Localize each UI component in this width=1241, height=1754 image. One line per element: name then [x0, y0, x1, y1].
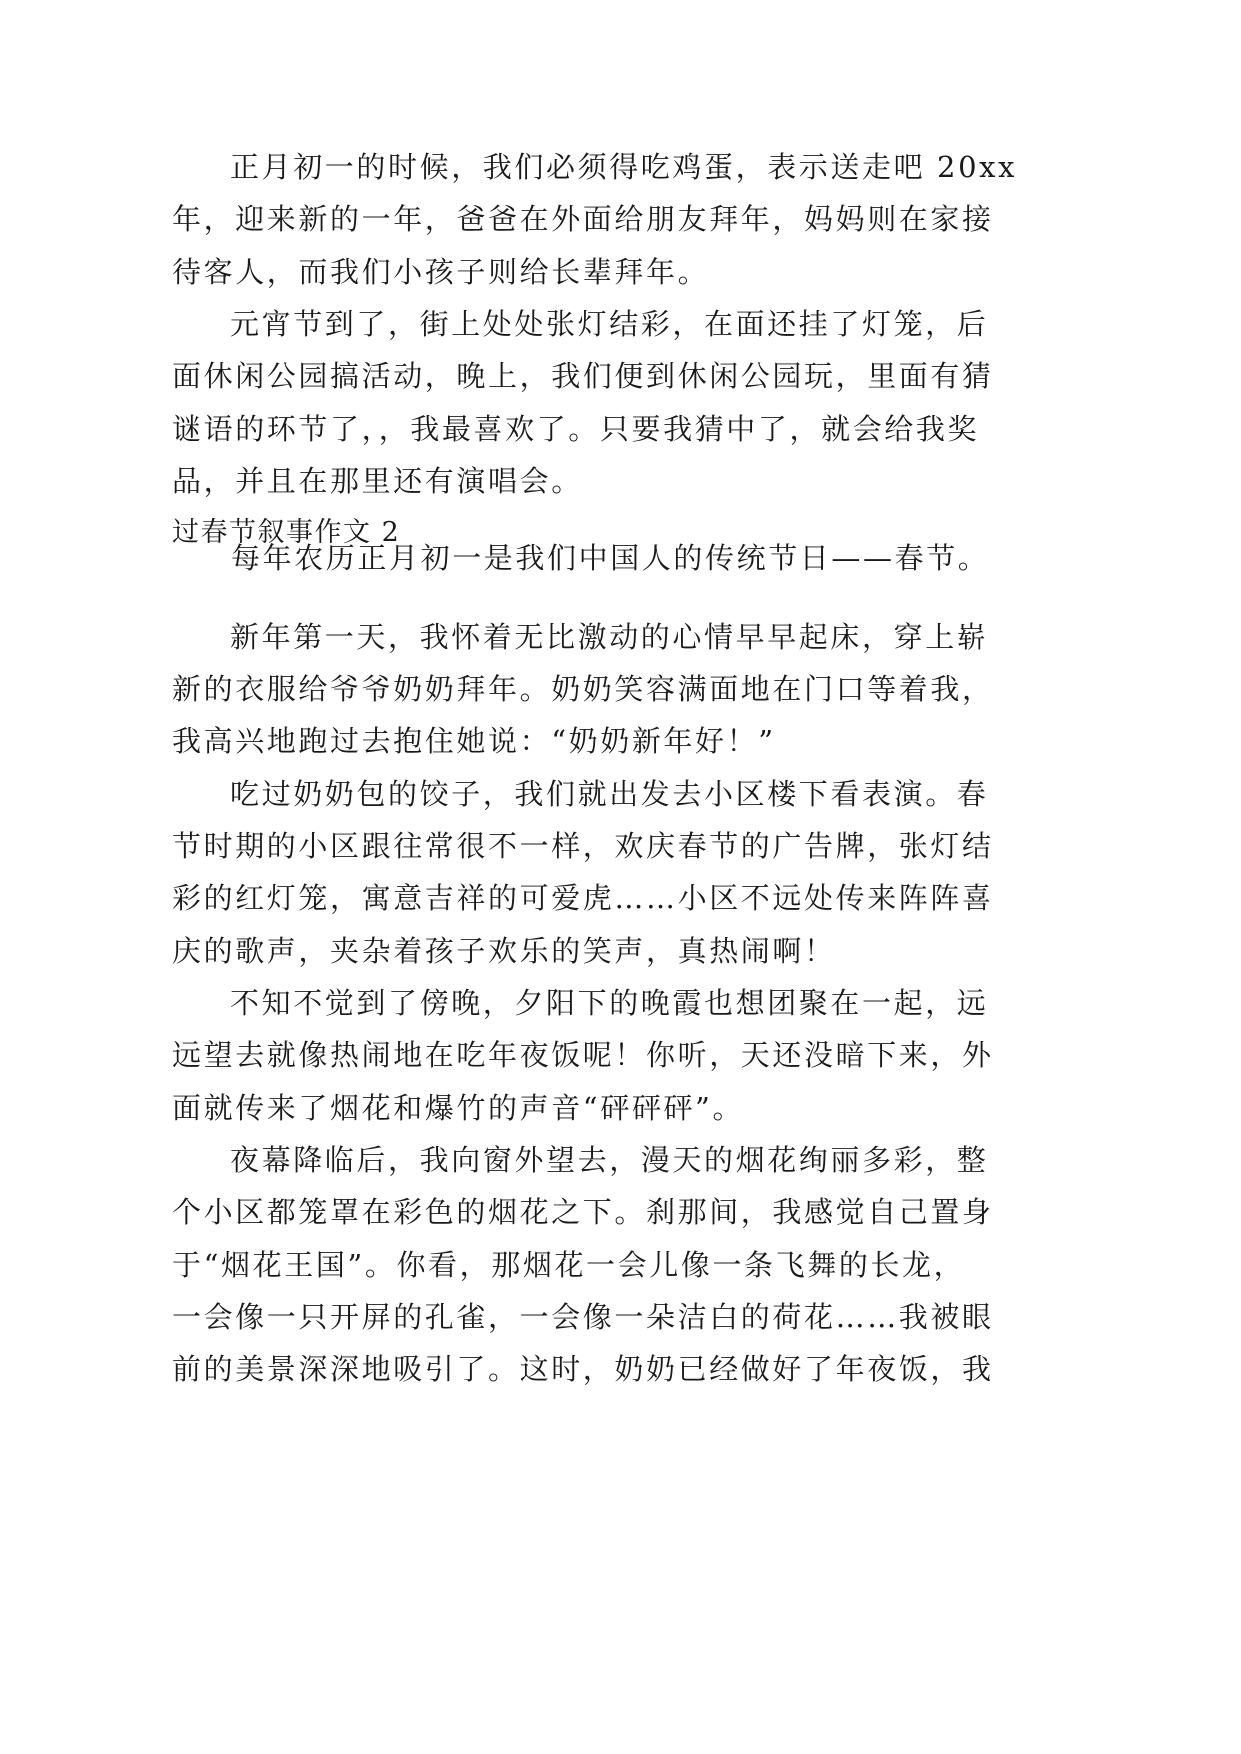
paragraph-line: 节时期的小区跟往常很不一样，欢庆春节的广告牌，张灯结: [172, 829, 994, 863]
paragraph-line: 彩的红灯笼，寓意吉祥的可爱虎……小区不远处传来阵阵喜: [172, 881, 994, 915]
paragraph-line: 于“烟花王国”。你看，那烟花一会儿像一条飞舞的长龙，: [172, 1248, 966, 1282]
paragraph-line: 吃过奶奶包的饺子，我们就出发去小区楼下看表演。春: [230, 777, 989, 811]
paragraph-line: 正月初一的时候，我们必须得吃鸡蛋，表示送走吧 20xx: [230, 150, 1018, 184]
paragraph-line: 品，并且在那里还有演唱会。: [172, 464, 583, 498]
paragraph-line: 谜语的环节了，，我最喜欢了。只要我猜中了，就会给我奖: [172, 412, 980, 446]
paragraph-line: 个小区都笼罩在彩色的烟花之下。刹那间，我感觉自己置身: [172, 1195, 994, 1229]
paragraph-line: 待客人，而我们小孩子则给长辈拜年。: [172, 255, 710, 289]
paragraph-line: 我高兴地跑过去抱住她说：“奶奶新年好！”: [172, 724, 776, 758]
paragraph-line: 夜幕降临后，我向窗外望去，漫天的烟花绚丽多彩，整: [230, 1143, 989, 1177]
paragraph-line: 远望去就像热闹地在吃年夜饭呢！你听，天还没暗下来，外: [172, 1038, 994, 1072]
paragraph-line: 新年第一天，我怀着无比激动的心情早早起床，穿上崭: [230, 620, 989, 654]
paragraph-line: 面休闲公园搞活动，晚上，我们便到休闲公园玩，里面有猜: [172, 359, 994, 393]
paragraph-line: 元宵节到了，街上处处张灯结彩，在面还挂了灯笼，后: [230, 307, 989, 341]
section-heading: 过春节叙事作文 2: [172, 517, 401, 548]
paragraph-line: 不知不觉到了傍晚，夕阳下的晚霞也想团聚在一起，远: [230, 986, 989, 1020]
paragraph-line: 年，迎来新的一年，爸爸在外面给朋友拜年，妈妈则在家接: [172, 202, 994, 236]
paragraph-line: 每年农历正月初一是我们中国人的传统节日——春节。: [231, 541, 990, 575]
paragraph-line: 新的衣服给爷爷奶奶拜年。奶奶笑容满面地在门口等着我，: [172, 672, 994, 706]
paragraph-line: 前的美景深深地吸引了。这时，奶奶已经做好了年夜饭，我: [172, 1352, 994, 1386]
paragraph-line: 面就传来了烟花和爆竹的声音“砰砰砰”。: [172, 1091, 745, 1125]
paragraph-line: 庆的歌声，夹杂着孩子欢乐的笑声，真热闹啊！: [172, 934, 836, 968]
paragraph-line: 一会像一只开屏的孔雀，一会像一朵洁白的荷花……我被眼: [172, 1300, 994, 1334]
